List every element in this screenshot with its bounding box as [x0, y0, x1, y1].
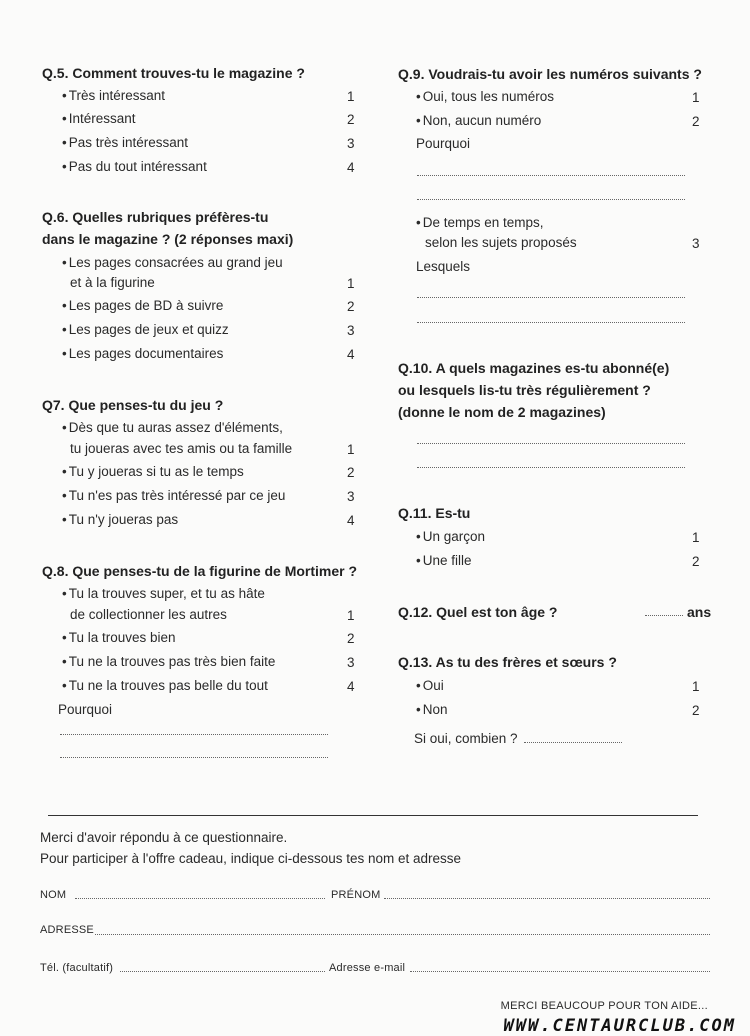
q9-num-3: 3 [692, 236, 700, 251]
q10-answer-line-1[interactable] [417, 443, 685, 444]
separator-line [48, 815, 698, 816]
q8-num-4: 4 [347, 679, 355, 694]
q9-pourquoi-line-1[interactable] [417, 175, 685, 176]
q8-answer-line-1[interactable] [60, 734, 328, 735]
prenom-label: PRÉNOM [331, 889, 381, 901]
nom-field[interactable] [75, 898, 325, 899]
q8-option-3[interactable]: • Tu ne la trouves pas très bien faite [62, 654, 276, 669]
q13-title: Q.13. As tu des frères et sœurs ? [398, 654, 617, 670]
email-field[interactable] [410, 971, 710, 972]
q8-num-2: 2 [347, 631, 355, 646]
q6-option-3[interactable]: • Les pages de jeux et quizz [62, 322, 229, 337]
q8-option-4[interactable]: • Tu ne la trouves pas belle du tout [62, 678, 268, 693]
q7-num-1: 1 [347, 442, 355, 457]
q11-num-1: 1 [692, 530, 700, 545]
q8-num-3: 3 [347, 655, 355, 670]
q6-num-2: 2 [347, 299, 355, 314]
q8-option-1-line2: de collectionner les autres [70, 607, 227, 622]
q6-option-2[interactable]: • Les pages de BD à suivre [62, 298, 224, 313]
q12-age-input[interactable] [645, 615, 683, 616]
email-label: Adresse e-mail [329, 962, 406, 974]
q6-option-4[interactable]: • Les pages documentaires [62, 346, 224, 361]
q7-num-3: 3 [347, 489, 355, 504]
q13-num-2: 2 [692, 703, 700, 718]
q7-num-4: 4 [347, 513, 355, 528]
q9-lesquels-line-1[interactable] [417, 297, 685, 298]
q6-title-line2: dans le magazine ? (2 réponses maxi) [42, 231, 294, 247]
q9-pourquoi-line-2[interactable] [417, 199, 685, 200]
q8-option-2[interactable]: • Tu la trouves bien [62, 630, 176, 645]
watermark: WWW.CENTAURCLUB.COM [503, 1016, 736, 1036]
q7-title: Q7. Que penses-tu du jeu ? [42, 397, 224, 413]
tel-field[interactable] [120, 971, 325, 972]
q5-option-1[interactable]: • Très intéressant [62, 88, 166, 103]
q7-option-3[interactable]: • Tu n'es pas très intéressé par ce jeu [62, 488, 286, 503]
q6-num-3: 3 [347, 323, 355, 338]
q9-pourquoi-label: Pourquoi [416, 136, 471, 151]
q6-option-1-line2: et à la figurine [70, 275, 155, 290]
q5-num-3: 3 [347, 136, 355, 151]
q8-num-1: 1 [347, 608, 355, 623]
q9-lesquels-label: Lesquels [416, 259, 471, 274]
q13-num-1: 1 [692, 679, 700, 694]
q9-title: Q.9. Voudrais-tu avoir les numéros suivants ? [398, 66, 702, 82]
q6-option-1[interactable]: • Les pages consacrées au grand jeu [62, 255, 283, 270]
q13-combien-input[interactable] [524, 742, 622, 743]
q11-title: Q.11. Es-tu [398, 505, 471, 521]
nom-label: NOM [40, 889, 67, 901]
q6-num-4: 4 [347, 347, 355, 362]
q13-option-1[interactable]: • Oui [416, 678, 444, 693]
prenom-field[interactable] [384, 898, 710, 899]
q8-title: Q.8. Que penses-tu de la figurine de Mortimer ? [42, 563, 358, 579]
footer-thanks-text: Merci d'avoir répondu à ce questionnaire. [40, 830, 288, 845]
q7-option-1[interactable]: • Dès que tu auras assez d'éléments, [62, 420, 283, 435]
q9-num-2: 2 [692, 114, 700, 129]
q7-option-2[interactable]: • Tu y joueras si tu as le temps [62, 464, 244, 479]
q9-option-1[interactable]: • Oui, tous les numéros [416, 89, 555, 104]
q9-option-2[interactable]: • Non, aucun numéro [416, 113, 542, 128]
q6-num-1: 1 [347, 276, 355, 291]
q7-num-2: 2 [347, 465, 355, 480]
q12-title: Q.12. Quel est ton âge ? [398, 604, 558, 620]
q13-option-2[interactable]: • Non [416, 702, 448, 717]
q10-title-line2: ou lesquels lis-tu très régulièrement ? [398, 382, 651, 398]
q10-title-line3: (donne le nom de 2 magazines) [398, 404, 606, 420]
q9-lesquels-line-2[interactable] [417, 322, 685, 323]
q5-num-4: 4 [347, 160, 355, 175]
q11-option-1[interactable]: • Un garçon [416, 529, 486, 544]
q9-option-3[interactable]: • De temps en temps, [416, 215, 544, 230]
q5-option-3[interactable]: • Pas très intéressant [62, 135, 189, 150]
q8-pourquoi-label: Pourquoi [58, 702, 113, 717]
q10-title-line1: Q.10. A quels magazines es-tu abonné(e) [398, 360, 670, 376]
q12-unit: ans [687, 604, 712, 620]
q9-option-3-line2: selon les sujets proposés [425, 235, 577, 250]
q11-option-2[interactable]: • Une fille [416, 553, 472, 568]
q5-option-2[interactable]: • Intéressant [62, 111, 136, 126]
tel-label: Tél. (facultatif) [40, 962, 114, 974]
q7-option-4[interactable]: • Tu n'y joueras pas [62, 512, 179, 527]
q8-option-1[interactable]: • Tu la trouves super, et tu as hâte [62, 586, 265, 601]
q13-combien-label: Si oui, combien ? [414, 731, 518, 746]
q5-num-1: 1 [347, 89, 355, 104]
q8-answer-line-2[interactable] [60, 757, 328, 758]
q5-title: Q.5. Comment trouves-tu le magazine ? [42, 65, 305, 81]
closing-thanks: MERCI BEAUCOUP POUR TON AIDE... [500, 1000, 708, 1012]
q5-num-2: 2 [347, 112, 355, 127]
footer-instructions: Pour participer à l'offre cadeau, indique ci-dessous tes nom et adresse [40, 851, 462, 866]
q11-num-2: 2 [692, 554, 700, 569]
q6-title-line1: Q.6. Quelles rubriques préfères-tu [42, 209, 269, 225]
adresse-field[interactable] [95, 934, 710, 935]
q9-num-1: 1 [692, 90, 700, 105]
q10-answer-line-2[interactable] [417, 467, 685, 468]
adresse-label: ADRESSE [40, 924, 94, 936]
q7-option-1-line2: tu joueras avec tes amis ou ta famille [70, 441, 293, 456]
q5-option-4[interactable]: • Pas du tout intéressant [62, 159, 207, 174]
